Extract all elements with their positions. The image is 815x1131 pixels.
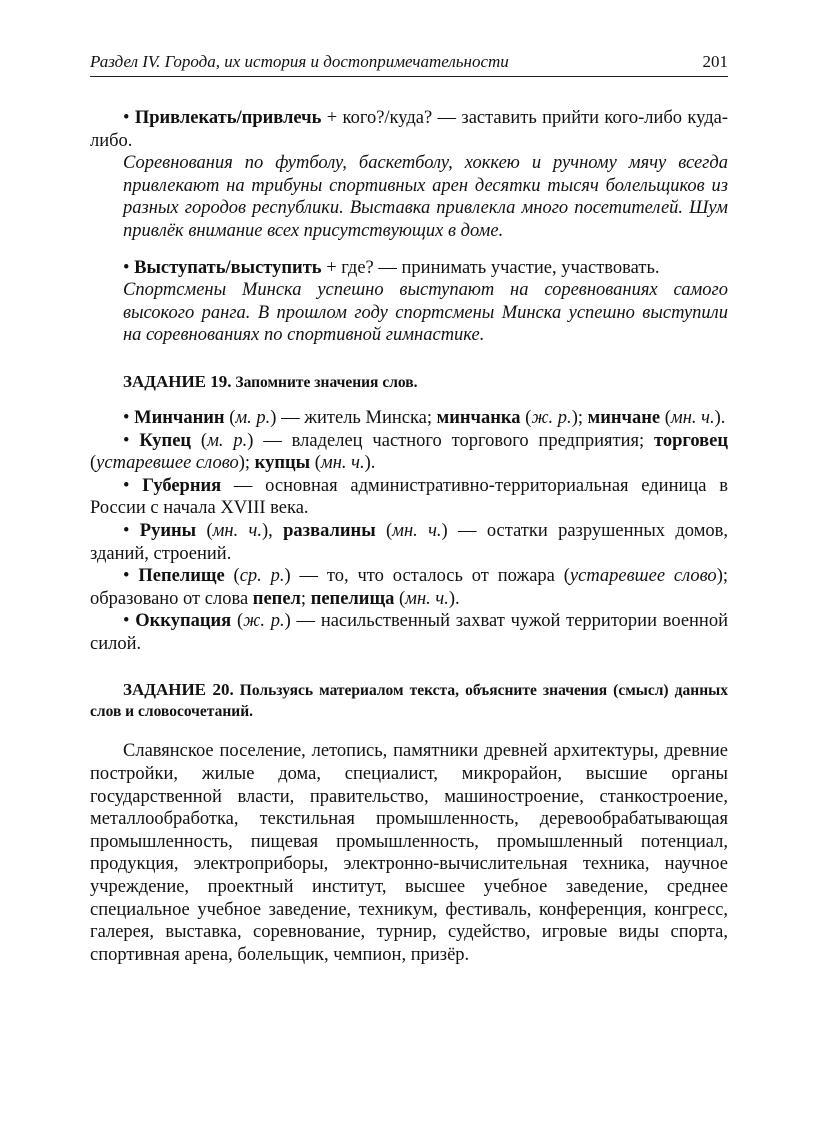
vocab-item: • Руины (мн. ч.), развалины (мн. ч.) — остатки разрушенных домов, зданий, строений. (90, 520, 729, 564)
task-heading (90, 371, 728, 393)
vocab-item: • Оккупация (ж. р.) — насильственный захват чужой территории военной силой. (90, 611, 728, 654)
entry-term: Выступать/выступить (134, 257, 322, 278)
word-list: Славянское поселение, летопись, памятники древней архитектуры, древние постройки, жилые дома, специалист, микрорайон, высшие органы государственной власти, правительство, машиностроение, станкостроение, металлообработка, текстильная промышленность, деревообрабатывающая промышленность, пищевая промышленность, промышленный потенциал, продукция, электроприборы, электронно-вычислительная техника, научное учреждение, проектный институт, высшее учебное заведение, среднее специальное учебное заведение, техникум, фестиваль, конференция, конгресс, галерея, выставка, соревнование, турнир, судейство, игровые виды спорта, спортивная арена, болельщик, чемпион, призёр. (90, 741, 728, 965)
task-instruction: Запомните значения слов. (231, 373, 418, 391)
vocab-item: • Минчанин (м. р.) — житель Минска; минчанка (ж. р.); минчане (мн. ч.). (123, 407, 726, 428)
task-instruction: Пользуясь материалом текста, объясните значения (смысл) данных слов и словосочетаний. (90, 682, 728, 721)
entry-example: Соревнования по футболу, баскетболу, хоккею и ручному мячу всегда привлекают на трибуны спортивных арен десятки тысяч болельщиков из разных городов республики. Выставка привлекла много посетителей. Шум привлёк внимание всех присутствующих в доме. (123, 153, 728, 241)
page-number: 201 (702, 52, 728, 71)
entry-term: Привлекать/привлечь (134, 108, 322, 128)
task-label: ЗАДАНИЕ 20. (123, 680, 234, 700)
task-label: ЗАДАНИЕ 19. (123, 371, 232, 391)
vocab-item: • Пепелище (ср. р.) — то, что осталось от пожара (устаревшее слово); образовано от слова пепел; пепелища (мн. ч.). (90, 566, 728, 609)
entry-definition: • Привлекать/привлечь + кого?/куда? — заставить прийти кого-либо куда-либо. (90, 108, 729, 151)
entry-example: Спортсмены Минска успешно выступают на соревнованиях самого высокого ранга. В прошлом году спортсмены Минска успешно выступили на соревнованиях по спортивной гимнастике. (123, 280, 728, 346)
entry-definition: • Выступать/выступить + где? — принимать участие, участвовать. (123, 257, 660, 278)
vocab-item: • Губерния — основная административно-территориальная единица в России с начала XVIII века. (90, 475, 728, 519)
vocab-item: • Купец (м. р.) — владелец частного торгового предприятия; торговец (устаревшее слово); купцы (мн. ч.). (90, 430, 729, 474)
section-title: Раздел IV. Города, их история и достопримечательности (90, 52, 509, 71)
book-page (90, 52, 728, 966)
running-header (90, 52, 728, 77)
task-heading (90, 679, 728, 722)
